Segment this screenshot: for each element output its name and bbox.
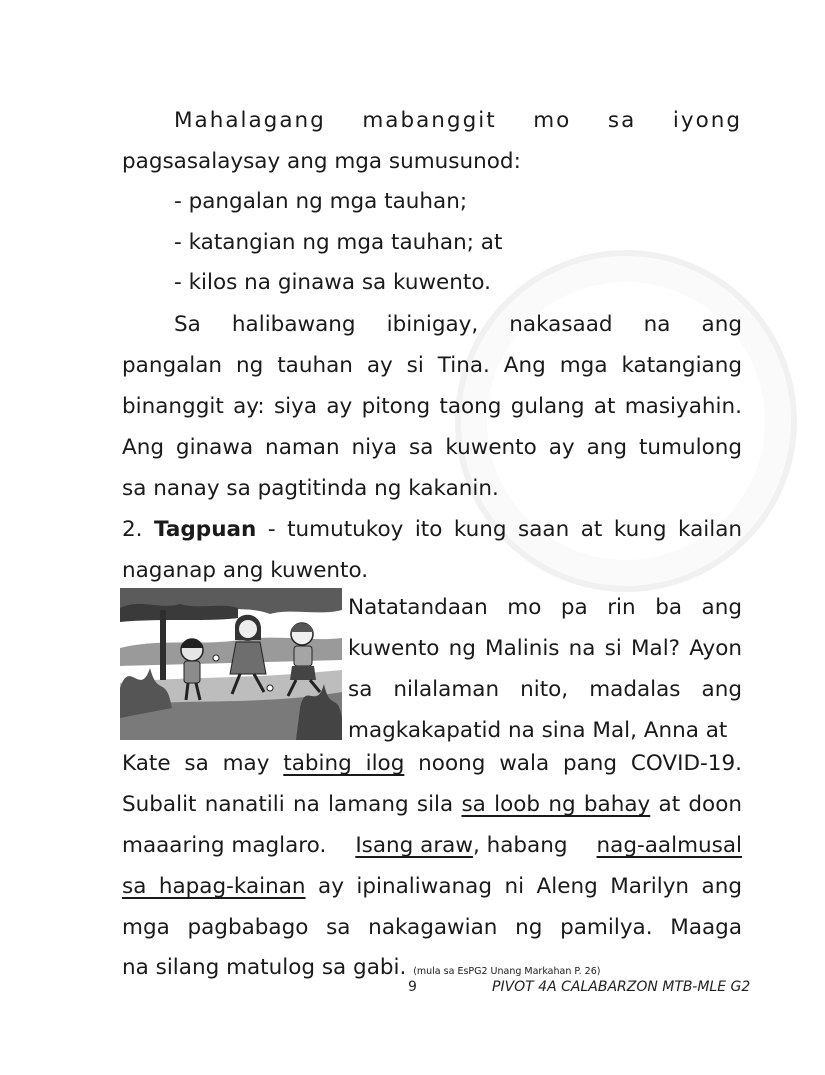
paragraph-3-line <box>122 749 742 779</box>
text: , habang <box>472 833 568 858</box>
underlined-setting: sa loob ng bahay <box>461 792 651 817</box>
page-number: 9 <box>408 979 417 995</box>
paragraph-1-line-2: pagsasalaysay ang mga sumusunod: <box>122 149 521 174</box>
paragraph-3-line <box>122 872 742 902</box>
paragraph-3-line: mga pagbabago sa nakagawian ng pamilya. Maaga <box>122 915 742 940</box>
text: Subalit nanatili na lamang sila <box>122 792 454 817</box>
paragraph-2-line: Sa halibawang ibinigay, nakasaad na ang <box>174 312 742 337</box>
text: at doon <box>658 792 742 817</box>
word: sa <box>607 108 637 133</box>
underlined-setting: nag-aalmusal <box>596 833 742 858</box>
footer-label: PIVOT 4A CALABARZON MTB-MLE G2 <box>492 979 751 995</box>
paragraph-3-line: sa nilalaman nito, madalas ang <box>348 677 742 702</box>
word: mabanggit <box>362 108 497 133</box>
children-playing-illustration <box>120 588 342 740</box>
paragraph-3-line <box>122 790 742 820</box>
underlined-setting: tabing ilog <box>283 751 405 776</box>
text: ay ipinaliwanag ni Aleng Marilyn ang <box>318 874 742 899</box>
paragraph-3-line: magkakapatid na sina Mal, Anna at <box>348 718 728 743</box>
paragraph-3-line: kuwento ng Malinis na si Mal? Ayon <box>348 636 742 661</box>
paragraph-3-line: Natatandaan mo pa rin ba ang <box>348 595 742 620</box>
paragraph-2-line: sa nanay sa pagtitinda ng kakanin. <box>122 476 499 501</box>
bullet-item: - kilos na ginawa sa kuwento. <box>174 270 491 295</box>
text: na silang matulog sa gabi. <box>122 955 407 980</box>
text: Kate sa may <box>122 751 270 776</box>
source-citation: (mula sa EsPG2 Unang Markahan P. 26) <box>413 966 601 977</box>
paragraph-2-line: pangalan ng tauhan ay si Tina. Ang mga katangiang <box>122 353 742 378</box>
word: iyong <box>672 108 742 133</box>
paragraph-3-line <box>122 831 742 861</box>
paragraph-2-line: Ang ginawa naman niya sa kuwento ay ang tumulong <box>122 435 742 460</box>
underlined-setting: sa hapag-kainan <box>122 874 306 899</box>
item-number: 2. <box>122 517 143 542</box>
item-2-line-2: naganap ang kuwento. <box>122 558 369 583</box>
underlined-setting: Isang araw <box>355 833 473 858</box>
item-2-line-1 <box>122 515 742 545</box>
bullet-item: - katangian ng mga tauhan; at <box>174 230 503 255</box>
text: noong wala pang COVID-19. <box>418 751 742 776</box>
word: mo <box>533 108 572 133</box>
paragraph-1-line-1 <box>174 106 742 136</box>
term-definition: - tumutukoy ito kung saan at kung kailan <box>267 517 742 542</box>
term-tagpuan: Tagpuan <box>154 517 257 542</box>
bullet-item: - pangalan ng mga tauhan; <box>174 189 468 214</box>
text: maaaring maglaro. <box>122 833 327 858</box>
paragraph-2-line: binanggit ay: siya ay pitong taong gulang at masiyahin. <box>122 394 742 419</box>
word: Mahalagang <box>174 108 326 133</box>
